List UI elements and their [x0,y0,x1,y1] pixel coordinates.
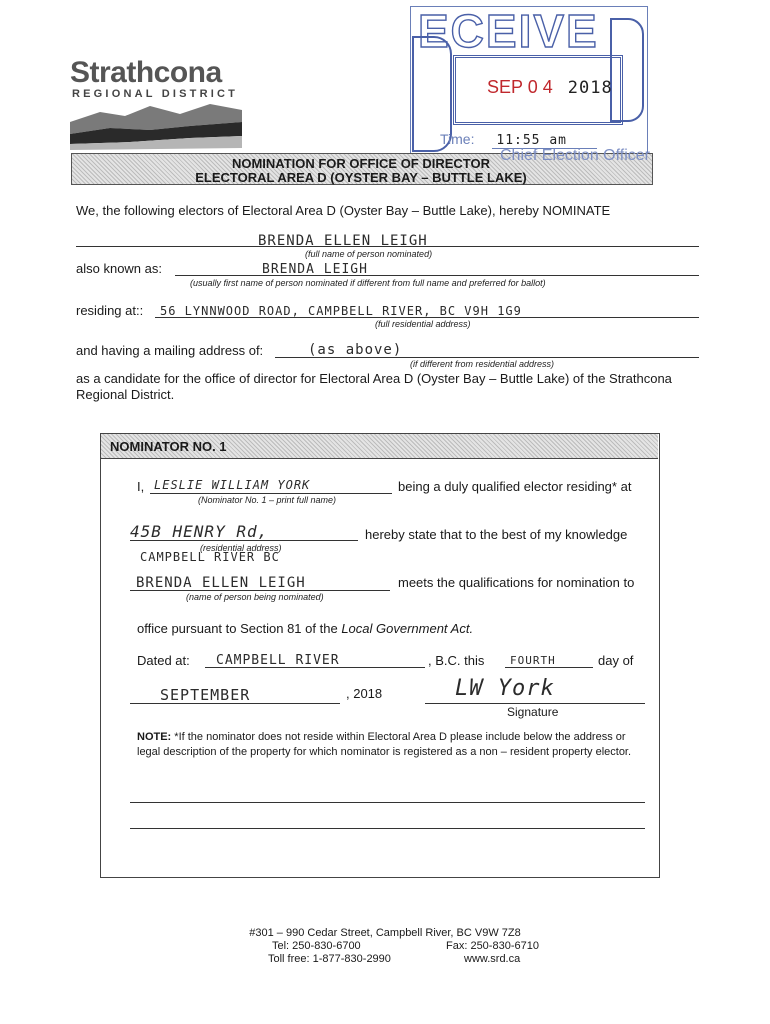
address-caption: (full residential address) [375,319,471,329]
footer-fax: Fax: 250-830-6710 [446,940,539,952]
mountain-logo-icon [70,100,242,150]
office-text: office pursuant to Section 81 of the Local Government Act. [137,621,474,636]
residence-caption: (residential address) [200,543,282,553]
signature[interactable]: LW York [455,676,555,701]
dated-label: Dated at: [137,653,190,668]
aka-line [175,275,699,276]
dated-month[interactable]: SEPTEMBER [160,686,251,704]
note-line-1[interactable] [130,802,645,803]
signature-line [425,703,645,704]
note-label: NOTE: [137,731,172,743]
aka-caption: (usually first name of person nominated if different from full name and preferred for ballot) [190,278,546,288]
intro-text: We, the following electors of Electoral Area D (Oyster Bay – Buttle Lake), hereby NOMINATE [76,203,611,218]
candidate-text: as a candidate for the office of director for Electoral Area D (Oyster Bay – Buttle Lake) of the Strathcona Regional District. [76,371,672,402]
stamp-letters: ECEIVE [418,5,599,57]
footer-address: #301 – 990 Cedar Street, Campbell River, BC V9W 7Z8 [249,927,521,939]
logo-title: Strathcona [70,56,222,89]
footer-web[interactable]: www.srd.ca [464,953,521,965]
nominator-name-caption: (Nominator No. 1 – print full name) [198,495,337,505]
nominee-caption: (name of person being nominated) [186,592,324,602]
footer-tel: Tel: 250-830-6700 [272,940,361,952]
stamp-time-value: 11:55 am [492,133,597,149]
nominator-nominee-name[interactable]: BRENDA ELLEN LEIGH [136,575,306,591]
address-value[interactable]: 56 LYNNWOOD ROAD, CAMPBELL RIVER, BC V9H 1G9 [160,304,522,318]
form-title-line2: ELECTORAL AREA D (OYSTER BAY – BUTTLE LAKE) [195,170,527,185]
mailing-value[interactable]: (as above) [308,342,403,358]
nominee-name-caption: (full name of person nominated) [305,249,433,259]
day-line [505,667,593,668]
nominator-residence-line1[interactable]: 45B HENRY Rd, [130,522,269,541]
meets-text: meets the qualifications for nomination to [398,575,635,590]
form-title-line1: NOMINATION FOR OFFICE OF DIRECTOR [231,156,491,171]
note [137,730,642,760]
nominee-full-name[interactable]: BRENDA ELLEN LEIGH [258,233,428,249]
nominator-residence-line2[interactable]: CAMPBELL RIVER BC [140,550,280,564]
aka-label: also known as: [76,261,162,276]
stamp-time: Time: 11:55 am [440,131,597,148]
aka-value[interactable]: BRENDA LEIGH [262,262,368,277]
nominator-i-label: I, [137,479,145,494]
stamp-date: SEP 0 4 2018 [487,77,613,98]
dated-day[interactable]: FOURTH [510,654,556,667]
day-of-text: day of [598,653,634,668]
dated-place[interactable]: CAMPBELL RIVER [216,653,340,668]
state-text: hereby state that to the best of my knowledge [365,527,628,542]
stamp-year: 2018 [567,78,613,98]
nominator-heading: NOMINATOR NO. 1 [110,439,227,454]
residing-label: residing at:: [76,303,144,318]
mailing-label: and having a mailing address of: [76,343,264,358]
note-line-2[interactable] [130,828,645,829]
act-name: Local Government Act. [341,621,474,636]
qualified-text: being a duly qualified elector residing* at [398,479,632,494]
bc-text: , B.C. this [428,653,485,668]
nominator-name[interactable]: LESLIE WILLIAM YORK [154,478,311,492]
nominator-name-line [150,493,392,494]
year-text: , 2018 [346,686,383,701]
stamp-officer: Chief Election Officer [500,147,650,164]
logo-subtitle: REGIONAL DISTRICT [72,88,239,100]
mailing-caption: (if different from residential address) [410,359,555,369]
footer-tollfree: Toll free: 1-877-830-2990 [268,953,391,965]
note-text: *If the nominator does not reside within Electoral Area D please include below the address or legal description of the property for which nominator is registered as a non – resident property elector. [137,731,632,758]
signature-label: Signature [507,705,559,719]
